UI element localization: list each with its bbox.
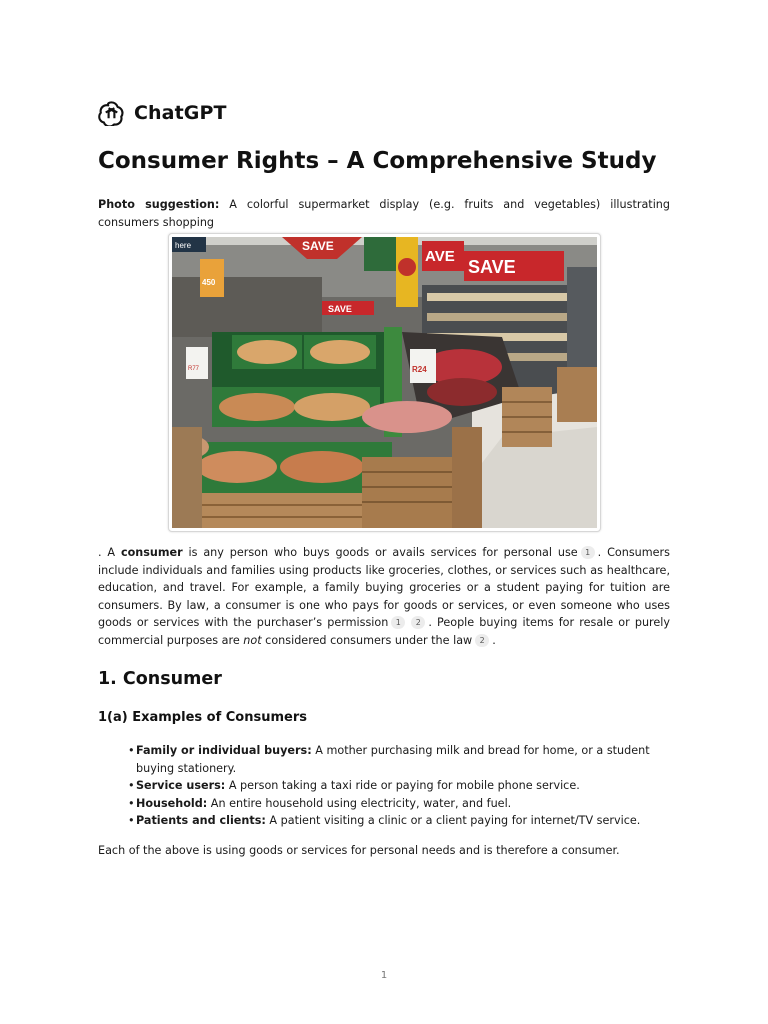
photo-suggestion-label: Photo suggestion: (98, 198, 220, 211)
sign-ave: AVE (425, 248, 455, 265)
intro-text-1: . A (98, 546, 121, 559)
sign-r77: R77 (188, 366, 200, 372)
list-item-text: A mother purchasing milk and bread for home, or a student buying stationery. (136, 744, 650, 775)
list-item (128, 795, 658, 813)
closing-paragraph: Each of the above is using goods or services for personal needs and is therefore a consumer. (98, 844, 620, 857)
intro-text-6: . (492, 633, 496, 647)
list-item-label: Service users: (136, 779, 226, 792)
sign-r24: R24 (412, 365, 427, 374)
citation-badge[interactable]: 1 (391, 616, 405, 629)
intro-consumer-term: consumer (120, 546, 183, 559)
photo-suggestion (98, 196, 670, 231)
sign-450: 450 (202, 278, 216, 287)
list-item-label: Family or individual buyers: (136, 744, 312, 757)
sign-save-1: SAVE (302, 239, 334, 253)
supermarket-photo (168, 233, 601, 532)
photo-suggestion-text: A colorful supermarket display (e.g. fruits and vegetables) illustrating consumers shopping (98, 198, 670, 229)
examples-list (128, 742, 658, 830)
supermarket-illustration (172, 237, 597, 528)
list-item-label: Patients and clients: (136, 814, 266, 827)
list-item-text: A person taking a taxi ride or paying for mobile phone service. (225, 779, 580, 792)
brand-name: ChatGPT (134, 101, 227, 124)
intro-text-2: is any person who buys goods or avails services for personal use (182, 546, 578, 559)
intro-text-4: . People buying items for resale or purely commercial purposes are (98, 616, 671, 647)
sign-here: here (175, 241, 192, 250)
citation-badge[interactable]: 1 (581, 546, 595, 559)
intro-text-3: . Consumers include individuals and families using products like groceries, clothes, or services such as healthcare, education, and travel. For example, a family buying groceries or a student paying for tuition are consumers. By law, a consumer is one who pays for goods or services, or even someone who uses goods or services with the purchaser’s permission (98, 546, 670, 629)
document-title: Consumer Rights – A Comprehensive Study (98, 148, 657, 174)
intro-text-5: considered consumers under the law (261, 633, 473, 647)
sign-save-2: SAVE (468, 257, 516, 277)
sign-save-3: SAVE (328, 304, 352, 314)
page-number: 1 (380, 970, 388, 981)
brand-header (98, 99, 227, 126)
list-item-text: An entire household using electricity, water, and fuel. (207, 796, 512, 810)
intro-paragraph (98, 544, 670, 649)
citation-badge[interactable]: 2 (475, 634, 489, 647)
sub-heading: 1(a) Examples of Consumers (98, 710, 307, 725)
list-item-label: Household: (136, 796, 208, 810)
list-item (128, 742, 658, 777)
list-item (128, 777, 658, 795)
openai-knot-icon (98, 99, 125, 126)
list-item-text: A patient visiting a clinic or a client paying for internet/TV service. (265, 814, 641, 827)
intro-not-emphasis: not (243, 633, 262, 647)
section-heading: 1. Consumer (98, 669, 222, 689)
list-item (128, 812, 658, 830)
citation-badge[interactable]: 2 (411, 616, 425, 629)
